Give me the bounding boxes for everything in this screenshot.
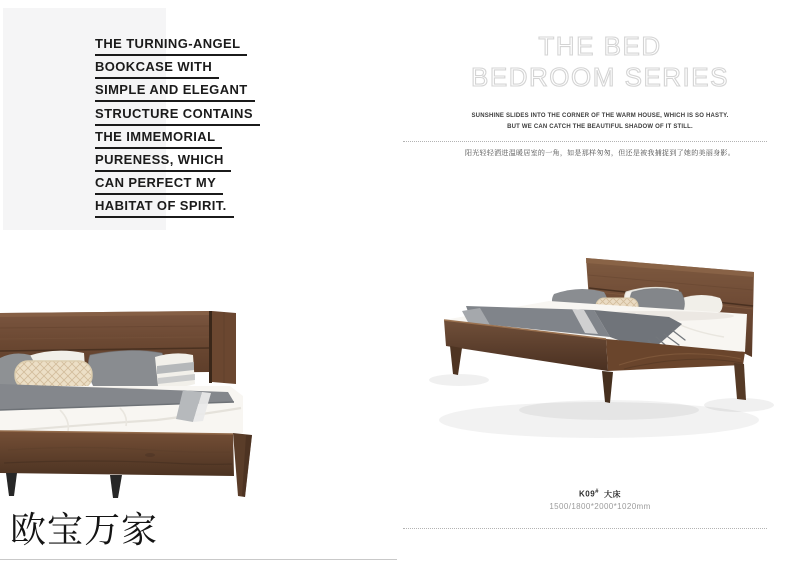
intro-line-2: BOOKCASE WITH bbox=[95, 59, 219, 79]
series-title bbox=[420, 31, 780, 93]
tagline-english-line1: SUNSHINE SLIDES INTO THE CORNER OF THE WARM HOUSE, WHICH IS SO HASTY. bbox=[471, 113, 729, 119]
intro-line-6: PURENESS, WHICH bbox=[95, 152, 231, 172]
dotted-divider-bottom bbox=[403, 528, 767, 529]
tagline-chinese: 阳光轻轻洒进温暖居室的一角，如是那样匆匆，但还是被我捕捉到了她的美丽身影。 bbox=[464, 150, 736, 157]
bed-photo-right bbox=[424, 242, 780, 488]
left-bed-frame bbox=[0, 431, 252, 497]
intro-line-8: HABITAT OF SPIRIT. bbox=[95, 198, 234, 218]
intro-line-5: THE IMMEMORIAL bbox=[95, 129, 222, 149]
product-model-code: K09 bbox=[578, 489, 596, 499]
dotted-divider-top bbox=[403, 141, 767, 142]
left-page-edge-line bbox=[0, 559, 397, 560]
brand-logo-text: 欧宝万家 bbox=[10, 509, 159, 550]
tagline-english-line2: BUT WE CAN CATCH THE BEAUTIFUL SHADOW OF IT STILL. bbox=[507, 124, 693, 130]
intro-line-4: STRUCTURE CONTAINS bbox=[95, 106, 260, 126]
intro-line-1: THE TURNING-ANGEL bbox=[95, 36, 247, 56]
bed-photo-left-crop bbox=[0, 292, 256, 514]
series-title-line1: THE BED bbox=[538, 31, 662, 61]
product-model bbox=[420, 487, 780, 500]
product-dimensions: 1500/1800*2000*1020mm bbox=[549, 501, 651, 511]
intro-line-7: CAN PERFECT MY bbox=[95, 175, 223, 195]
series-title-line2: BEDROOM SERIES bbox=[471, 62, 729, 92]
product-caption bbox=[420, 487, 780, 512]
intro-line-3: SIMPLE AND ELEGANT bbox=[95, 82, 255, 102]
left-bed-legs bbox=[6, 473, 122, 498]
tagline-english bbox=[420, 111, 780, 133]
product-model-superscript: # bbox=[595, 489, 600, 495]
intro-text-block bbox=[95, 36, 260, 222]
right-bed-reflection bbox=[429, 374, 774, 438]
product-type-label: 大床 bbox=[604, 489, 622, 499]
left-bed-pillows bbox=[0, 350, 195, 389]
